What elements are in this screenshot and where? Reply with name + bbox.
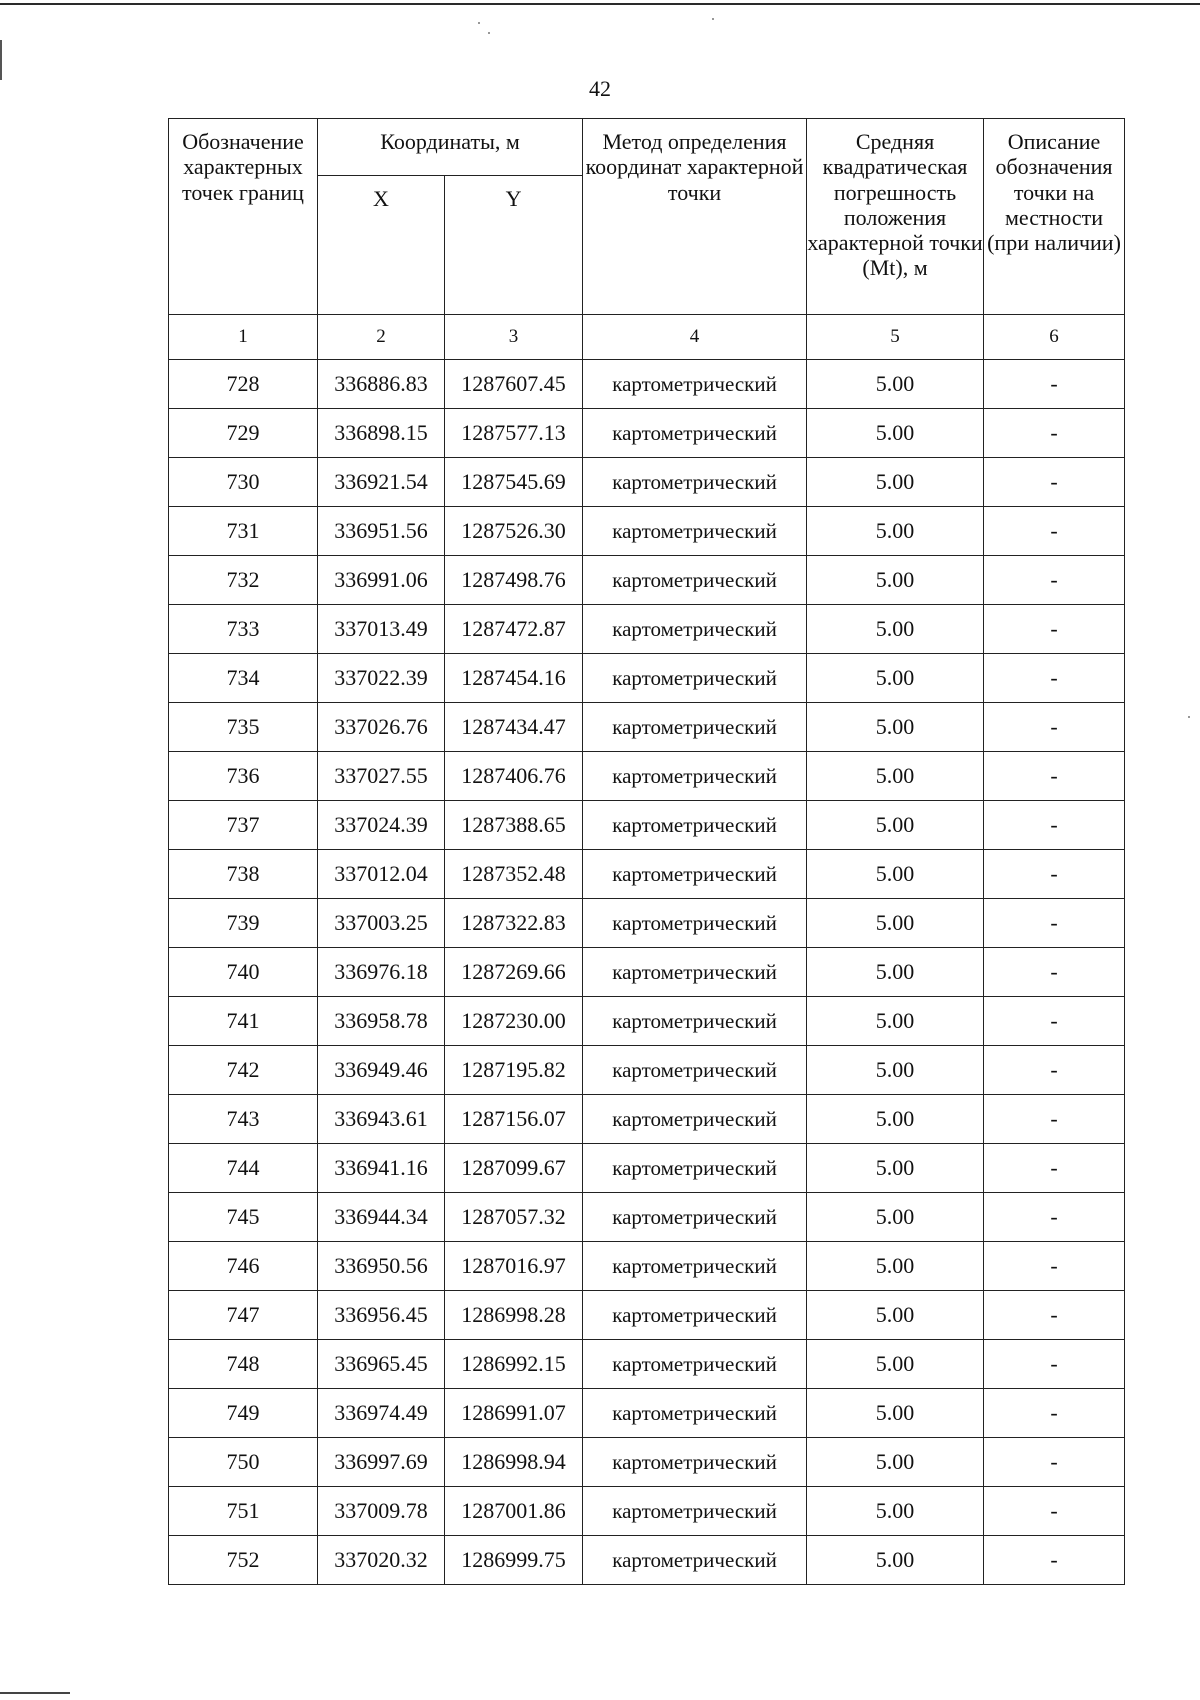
cell-description: - bbox=[984, 899, 1125, 948]
header-method: Метод определения координат характерной точки bbox=[583, 119, 807, 315]
cell-error: 5.00 bbox=[807, 1340, 984, 1389]
cell-error: 5.00 bbox=[807, 997, 984, 1046]
cell-description: - bbox=[984, 360, 1125, 409]
cell-error: 5.00 bbox=[807, 1193, 984, 1242]
cell-error: 5.00 bbox=[807, 1095, 984, 1144]
cell-x: 336943.61 bbox=[318, 1095, 445, 1144]
scan-speck bbox=[478, 22, 480, 24]
cell-method: картометрический bbox=[583, 1438, 807, 1487]
cell-method: картометрический bbox=[583, 997, 807, 1046]
cell-y: 1287057.32 bbox=[445, 1193, 583, 1242]
cell-point: 735 bbox=[169, 703, 318, 752]
cell-y: 1287269.66 bbox=[445, 948, 583, 997]
cell-x: 337009.78 bbox=[318, 1487, 445, 1536]
cell-description: - bbox=[984, 1144, 1125, 1193]
cell-description: - bbox=[984, 801, 1125, 850]
cell-x: 336997.69 bbox=[318, 1438, 445, 1487]
cell-y: 1287434.47 bbox=[445, 703, 583, 752]
table-row bbox=[169, 997, 1125, 1046]
cell-error: 5.00 bbox=[807, 360, 984, 409]
cell-description: - bbox=[984, 1242, 1125, 1291]
cell-x: 336956.45 bbox=[318, 1291, 445, 1340]
cell-method: картометрический bbox=[583, 752, 807, 801]
cell-point: 731 bbox=[169, 507, 318, 556]
table-row bbox=[169, 752, 1125, 801]
cell-description: - bbox=[984, 409, 1125, 458]
cell-method: картометрический bbox=[583, 360, 807, 409]
table-row bbox=[169, 1389, 1125, 1438]
cell-description: - bbox=[984, 850, 1125, 899]
cell-description: - bbox=[984, 1291, 1125, 1340]
cell-description: - bbox=[984, 507, 1125, 556]
cell-y: 1287195.82 bbox=[445, 1046, 583, 1095]
cell-method: картометрический bbox=[583, 948, 807, 997]
table-row bbox=[169, 1536, 1125, 1585]
cell-x: 336886.83 bbox=[318, 360, 445, 409]
cell-error: 5.00 bbox=[807, 507, 984, 556]
cell-x: 336950.56 bbox=[318, 1242, 445, 1291]
cell-x: 337022.39 bbox=[318, 654, 445, 703]
cell-description: - bbox=[984, 1095, 1125, 1144]
cell-y: 1287156.07 bbox=[445, 1095, 583, 1144]
cell-method: картометрический bbox=[583, 1144, 807, 1193]
cell-error: 5.00 bbox=[807, 556, 984, 605]
cell-method: картометрический bbox=[583, 1095, 807, 1144]
cell-method: картометрический bbox=[583, 458, 807, 507]
column-number: 6 bbox=[984, 315, 1125, 360]
cell-point: 749 bbox=[169, 1389, 318, 1438]
cell-error: 5.00 bbox=[807, 948, 984, 997]
scan-left-edge-mark bbox=[0, 40, 2, 80]
header-point-designation: Обозначение характерных точек границ bbox=[169, 119, 318, 315]
cell-error: 5.00 bbox=[807, 850, 984, 899]
cell-y: 1287607.45 bbox=[445, 360, 583, 409]
header-mean-square-error: Средняя квадратическая погрешность положения характерной точки (Mt), м bbox=[807, 119, 984, 315]
cell-point: 740 bbox=[169, 948, 318, 997]
cell-description: - bbox=[984, 1046, 1125, 1095]
cell-error: 5.00 bbox=[807, 1291, 984, 1340]
scan-speck bbox=[1188, 716, 1190, 718]
cell-x: 337024.39 bbox=[318, 801, 445, 850]
cell-y: 1287016.97 bbox=[445, 1242, 583, 1291]
cell-description: - bbox=[984, 1389, 1125, 1438]
cell-description: - bbox=[984, 1193, 1125, 1242]
cell-x: 336965.45 bbox=[318, 1340, 445, 1389]
cell-method: картометрический bbox=[583, 703, 807, 752]
cell-x: 336958.78 bbox=[318, 997, 445, 1046]
cell-x: 337027.55 bbox=[318, 752, 445, 801]
cell-point: 748 bbox=[169, 1340, 318, 1389]
header-description: Описание обозначения точки на местности (при наличии) bbox=[984, 119, 1125, 315]
cell-point: 742 bbox=[169, 1046, 318, 1095]
cell-x: 336921.54 bbox=[318, 458, 445, 507]
cell-error: 5.00 bbox=[807, 752, 984, 801]
cell-y: 1287406.76 bbox=[445, 752, 583, 801]
cell-y: 1287322.83 bbox=[445, 899, 583, 948]
table-row bbox=[169, 1046, 1125, 1095]
cell-point: 738 bbox=[169, 850, 318, 899]
cell-error: 5.00 bbox=[807, 703, 984, 752]
cell-method: картометрический bbox=[583, 409, 807, 458]
cell-x: 337026.76 bbox=[318, 703, 445, 752]
cell-y: 1286992.15 bbox=[445, 1340, 583, 1389]
cell-error: 5.00 bbox=[807, 1487, 984, 1536]
cell-description: - bbox=[984, 997, 1125, 1046]
cell-point: 747 bbox=[169, 1291, 318, 1340]
cell-x: 336949.46 bbox=[318, 1046, 445, 1095]
cell-error: 5.00 bbox=[807, 1536, 984, 1585]
cell-method: картометрический bbox=[583, 1193, 807, 1242]
cell-description: - bbox=[984, 605, 1125, 654]
cell-error: 5.00 bbox=[807, 801, 984, 850]
table-row bbox=[169, 1144, 1125, 1193]
cell-x: 337003.25 bbox=[318, 899, 445, 948]
cell-error: 5.00 bbox=[807, 1389, 984, 1438]
cell-x: 336951.56 bbox=[318, 507, 445, 556]
cell-y: 1286998.28 bbox=[445, 1291, 583, 1340]
cell-method: картометрический bbox=[583, 1487, 807, 1536]
cell-x: 336898.15 bbox=[318, 409, 445, 458]
cell-x: 336941.16 bbox=[318, 1144, 445, 1193]
scan-top-edge-line bbox=[0, 3, 1200, 5]
cell-y: 1286991.07 bbox=[445, 1389, 583, 1438]
cell-y: 1287526.30 bbox=[445, 507, 583, 556]
cell-y: 1287230.00 bbox=[445, 997, 583, 1046]
page-number: 42 bbox=[589, 76, 611, 101]
header-coordinates: Координаты, м bbox=[318, 119, 583, 176]
cell-description: - bbox=[984, 703, 1125, 752]
cell-point: 751 bbox=[169, 1487, 318, 1536]
cell-x: 337013.49 bbox=[318, 605, 445, 654]
table-row bbox=[169, 507, 1125, 556]
table-row bbox=[169, 948, 1125, 997]
cell-error: 5.00 bbox=[807, 409, 984, 458]
cell-method: картометрический bbox=[583, 1291, 807, 1340]
cell-error: 5.00 bbox=[807, 458, 984, 507]
cell-description: - bbox=[984, 1536, 1125, 1585]
cell-y: 1287498.76 bbox=[445, 556, 583, 605]
cell-point: 734 bbox=[169, 654, 318, 703]
cell-description: - bbox=[984, 654, 1125, 703]
cell-method: картометрический bbox=[583, 1340, 807, 1389]
cell-error: 5.00 bbox=[807, 1438, 984, 1487]
table-row bbox=[169, 556, 1125, 605]
cell-method: картометрический bbox=[583, 850, 807, 899]
cell-method: картометрический bbox=[583, 1046, 807, 1095]
table-row bbox=[169, 1291, 1125, 1340]
cell-y: 1287545.69 bbox=[445, 458, 583, 507]
cell-point: 733 bbox=[169, 605, 318, 654]
cell-method: картометрический bbox=[583, 1242, 807, 1291]
cell-point: 745 bbox=[169, 1193, 318, 1242]
table-row bbox=[169, 899, 1125, 948]
table-row bbox=[169, 1193, 1125, 1242]
cell-point: 729 bbox=[169, 409, 318, 458]
cell-point: 743 bbox=[169, 1095, 318, 1144]
table-row bbox=[169, 409, 1125, 458]
cell-error: 5.00 bbox=[807, 605, 984, 654]
cell-y: 1287001.86 bbox=[445, 1487, 583, 1536]
column-number: 5 bbox=[807, 315, 984, 360]
cell-error: 5.00 bbox=[807, 1242, 984, 1291]
cell-point: 752 bbox=[169, 1536, 318, 1585]
column-number: 2 bbox=[318, 315, 445, 360]
cell-x: 336974.49 bbox=[318, 1389, 445, 1438]
scan-bottom-edge-line bbox=[0, 1692, 70, 1694]
cell-error: 5.00 bbox=[807, 1046, 984, 1095]
cell-description: - bbox=[984, 556, 1125, 605]
cell-error: 5.00 bbox=[807, 654, 984, 703]
cell-y: 1287352.48 bbox=[445, 850, 583, 899]
cell-x: 336991.06 bbox=[318, 556, 445, 605]
cell-y: 1286998.94 bbox=[445, 1438, 583, 1487]
cell-point: 750 bbox=[169, 1438, 318, 1487]
header-x: X bbox=[318, 176, 445, 315]
column-number: 1 bbox=[169, 315, 318, 360]
cell-y: 1287577.13 bbox=[445, 409, 583, 458]
cell-point: 732 bbox=[169, 556, 318, 605]
table-row bbox=[169, 360, 1125, 409]
cell-method: картометрический bbox=[583, 1536, 807, 1585]
header-y: Y bbox=[445, 176, 583, 315]
cell-description: - bbox=[984, 1340, 1125, 1389]
table-row bbox=[169, 850, 1125, 899]
table-row bbox=[169, 1487, 1125, 1536]
cell-method: картометрический bbox=[583, 1389, 807, 1438]
table-row bbox=[169, 1438, 1125, 1487]
cell-point: 728 bbox=[169, 360, 318, 409]
table-row bbox=[169, 654, 1125, 703]
cell-point: 739 bbox=[169, 899, 318, 948]
cell-method: картометрический bbox=[583, 556, 807, 605]
table-row bbox=[169, 1095, 1125, 1144]
cell-method: картометрический bbox=[583, 605, 807, 654]
cell-description: - bbox=[984, 458, 1125, 507]
cell-y: 1287099.67 bbox=[445, 1144, 583, 1193]
cell-description: - bbox=[984, 1487, 1125, 1536]
cell-x: 336976.18 bbox=[318, 948, 445, 997]
cell-point: 746 bbox=[169, 1242, 318, 1291]
scan-speck bbox=[712, 18, 714, 20]
table-row bbox=[169, 1340, 1125, 1389]
cell-description: - bbox=[984, 1438, 1125, 1487]
cell-y: 1286999.75 bbox=[445, 1536, 583, 1585]
cell-method: картометрический bbox=[583, 801, 807, 850]
cell-point: 736 bbox=[169, 752, 318, 801]
cell-point: 744 bbox=[169, 1144, 318, 1193]
cell-point: 737 bbox=[169, 801, 318, 850]
table-row bbox=[169, 605, 1125, 654]
cell-y: 1287388.65 bbox=[445, 801, 583, 850]
column-number: 3 bbox=[445, 315, 583, 360]
cell-error: 5.00 bbox=[807, 899, 984, 948]
scan-speck bbox=[488, 32, 490, 34]
table-body bbox=[169, 360, 1125, 1585]
cell-method: картометрический bbox=[583, 899, 807, 948]
column-number: 4 bbox=[583, 315, 807, 360]
table-row bbox=[169, 703, 1125, 752]
cell-method: картометрический bbox=[583, 507, 807, 556]
cell-error: 5.00 bbox=[807, 1144, 984, 1193]
cell-x: 337020.32 bbox=[318, 1536, 445, 1585]
cell-y: 1287472.87 bbox=[445, 605, 583, 654]
table-row bbox=[169, 1242, 1125, 1291]
cell-y: 1287454.16 bbox=[445, 654, 583, 703]
cell-x: 337012.04 bbox=[318, 850, 445, 899]
cell-method: картометрический bbox=[583, 654, 807, 703]
table-row bbox=[169, 801, 1125, 850]
cell-description: - bbox=[984, 948, 1125, 997]
table-row bbox=[169, 458, 1125, 507]
cell-point: 741 bbox=[169, 997, 318, 1046]
cell-point: 730 bbox=[169, 458, 318, 507]
cell-description: - bbox=[984, 752, 1125, 801]
coordinates-table bbox=[168, 118, 1125, 1585]
cell-x: 336944.34 bbox=[318, 1193, 445, 1242]
